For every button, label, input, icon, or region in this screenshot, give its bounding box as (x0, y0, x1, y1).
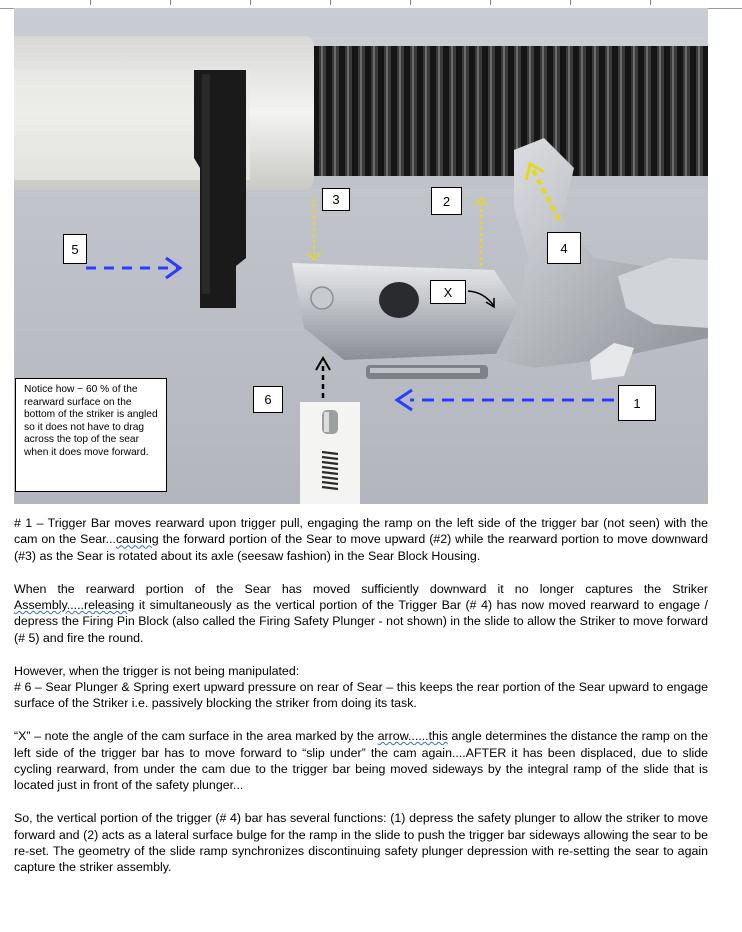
ruler-tick (650, 0, 651, 5)
label-3: 3 (322, 188, 350, 211)
paragraph-4: “X” – note the angle of the cam surface in the area marked by the arrow......this angle determines the distance the ramp on the left side of the trigger bar has to move forward to “slip under” the cam again....AFTER it has been displaced, due to slide cycling rearward, from under the cam due to the trigger bar being moved sideways by the integral ramp of the slide that is located just in front of the safety plunger... (14, 729, 708, 793)
ruler-tick (330, 0, 331, 5)
label-5: 5 (63, 234, 87, 264)
spelling-flag: Assembly.....releasing (14, 598, 135, 613)
note-box: Notice how ~ 60 % of the rearward surface on the bottom of the striker is angled so it does not have to drag across the top of the sear when it does move forward. (15, 378, 167, 492)
striker-spring (294, 36, 708, 186)
paragraph-1: # 1 – Trigger Bar moves rearward upon trigger pull, engaging the ramp on the left side of the trigger bar (not seen) with the cam on the Sear...causing the forward portion of the Sear to move upward (#2) while the rearward portion to move downward (#3) as the Sear is rotated about its axle (seesaw fashion) in the Sear Block Housing. (14, 516, 708, 563)
sear-axle-hole (379, 282, 419, 318)
label-1: 1 (618, 385, 656, 421)
paragraph-5: So, the vertical portion of the trigger (# 4) bar has several functions: (1) depress the safety plunger to allow the striker to move forward and (2) acts as a lateral surface bulge for the ramp in the slide to push the trigger bar sideways allowing the sear to be re-set. The geometry of the slide ramp synchronizes discontinuing safety plunger depression with re-setting the sear to again capture the striker assembly. (14, 811, 708, 875)
label-2: 2 (431, 187, 462, 215)
paragraph-3: However, when the trigger is not being manipulated: # 6 – Sear Plunger & Spring exert upward pressure on rear of Sear – this keeps the rear portion of the Sear upward to engage surface of the Striker i.e. passively blocking the striker from doing its task. (14, 663, 708, 711)
ruler-tick (410, 0, 411, 5)
paragraph-2: When the rearward portion of the Sear has moved sufficiently downward it no longer captures the Striker Assembly.....releasing it simultaneously as the vertical portion of the Trigger Bar (# 4) has now moved rearward to engage / depress the Firing Pin Block (also called the Firing Safety Plunger - not shown) in the slide to allow the Striker to move forward (# 5) and fire the round. (14, 581, 708, 645)
spelling-flag: causing (115, 532, 159, 547)
document-body (14, 515, 708, 892)
ruler-tick (490, 0, 491, 5)
ruler-tick (90, 0, 91, 5)
ruler-tick (250, 0, 251, 5)
sear-plunger-drawing (300, 402, 360, 504)
spelling-flag: arrow......this (377, 729, 448, 744)
ruler-tick (570, 0, 571, 5)
sear-plunger-inset (300, 402, 360, 504)
ruler-tick (170, 0, 171, 5)
label-x: X (430, 280, 466, 304)
label-6: 6 (253, 386, 283, 413)
label-4: 4 (547, 232, 581, 264)
